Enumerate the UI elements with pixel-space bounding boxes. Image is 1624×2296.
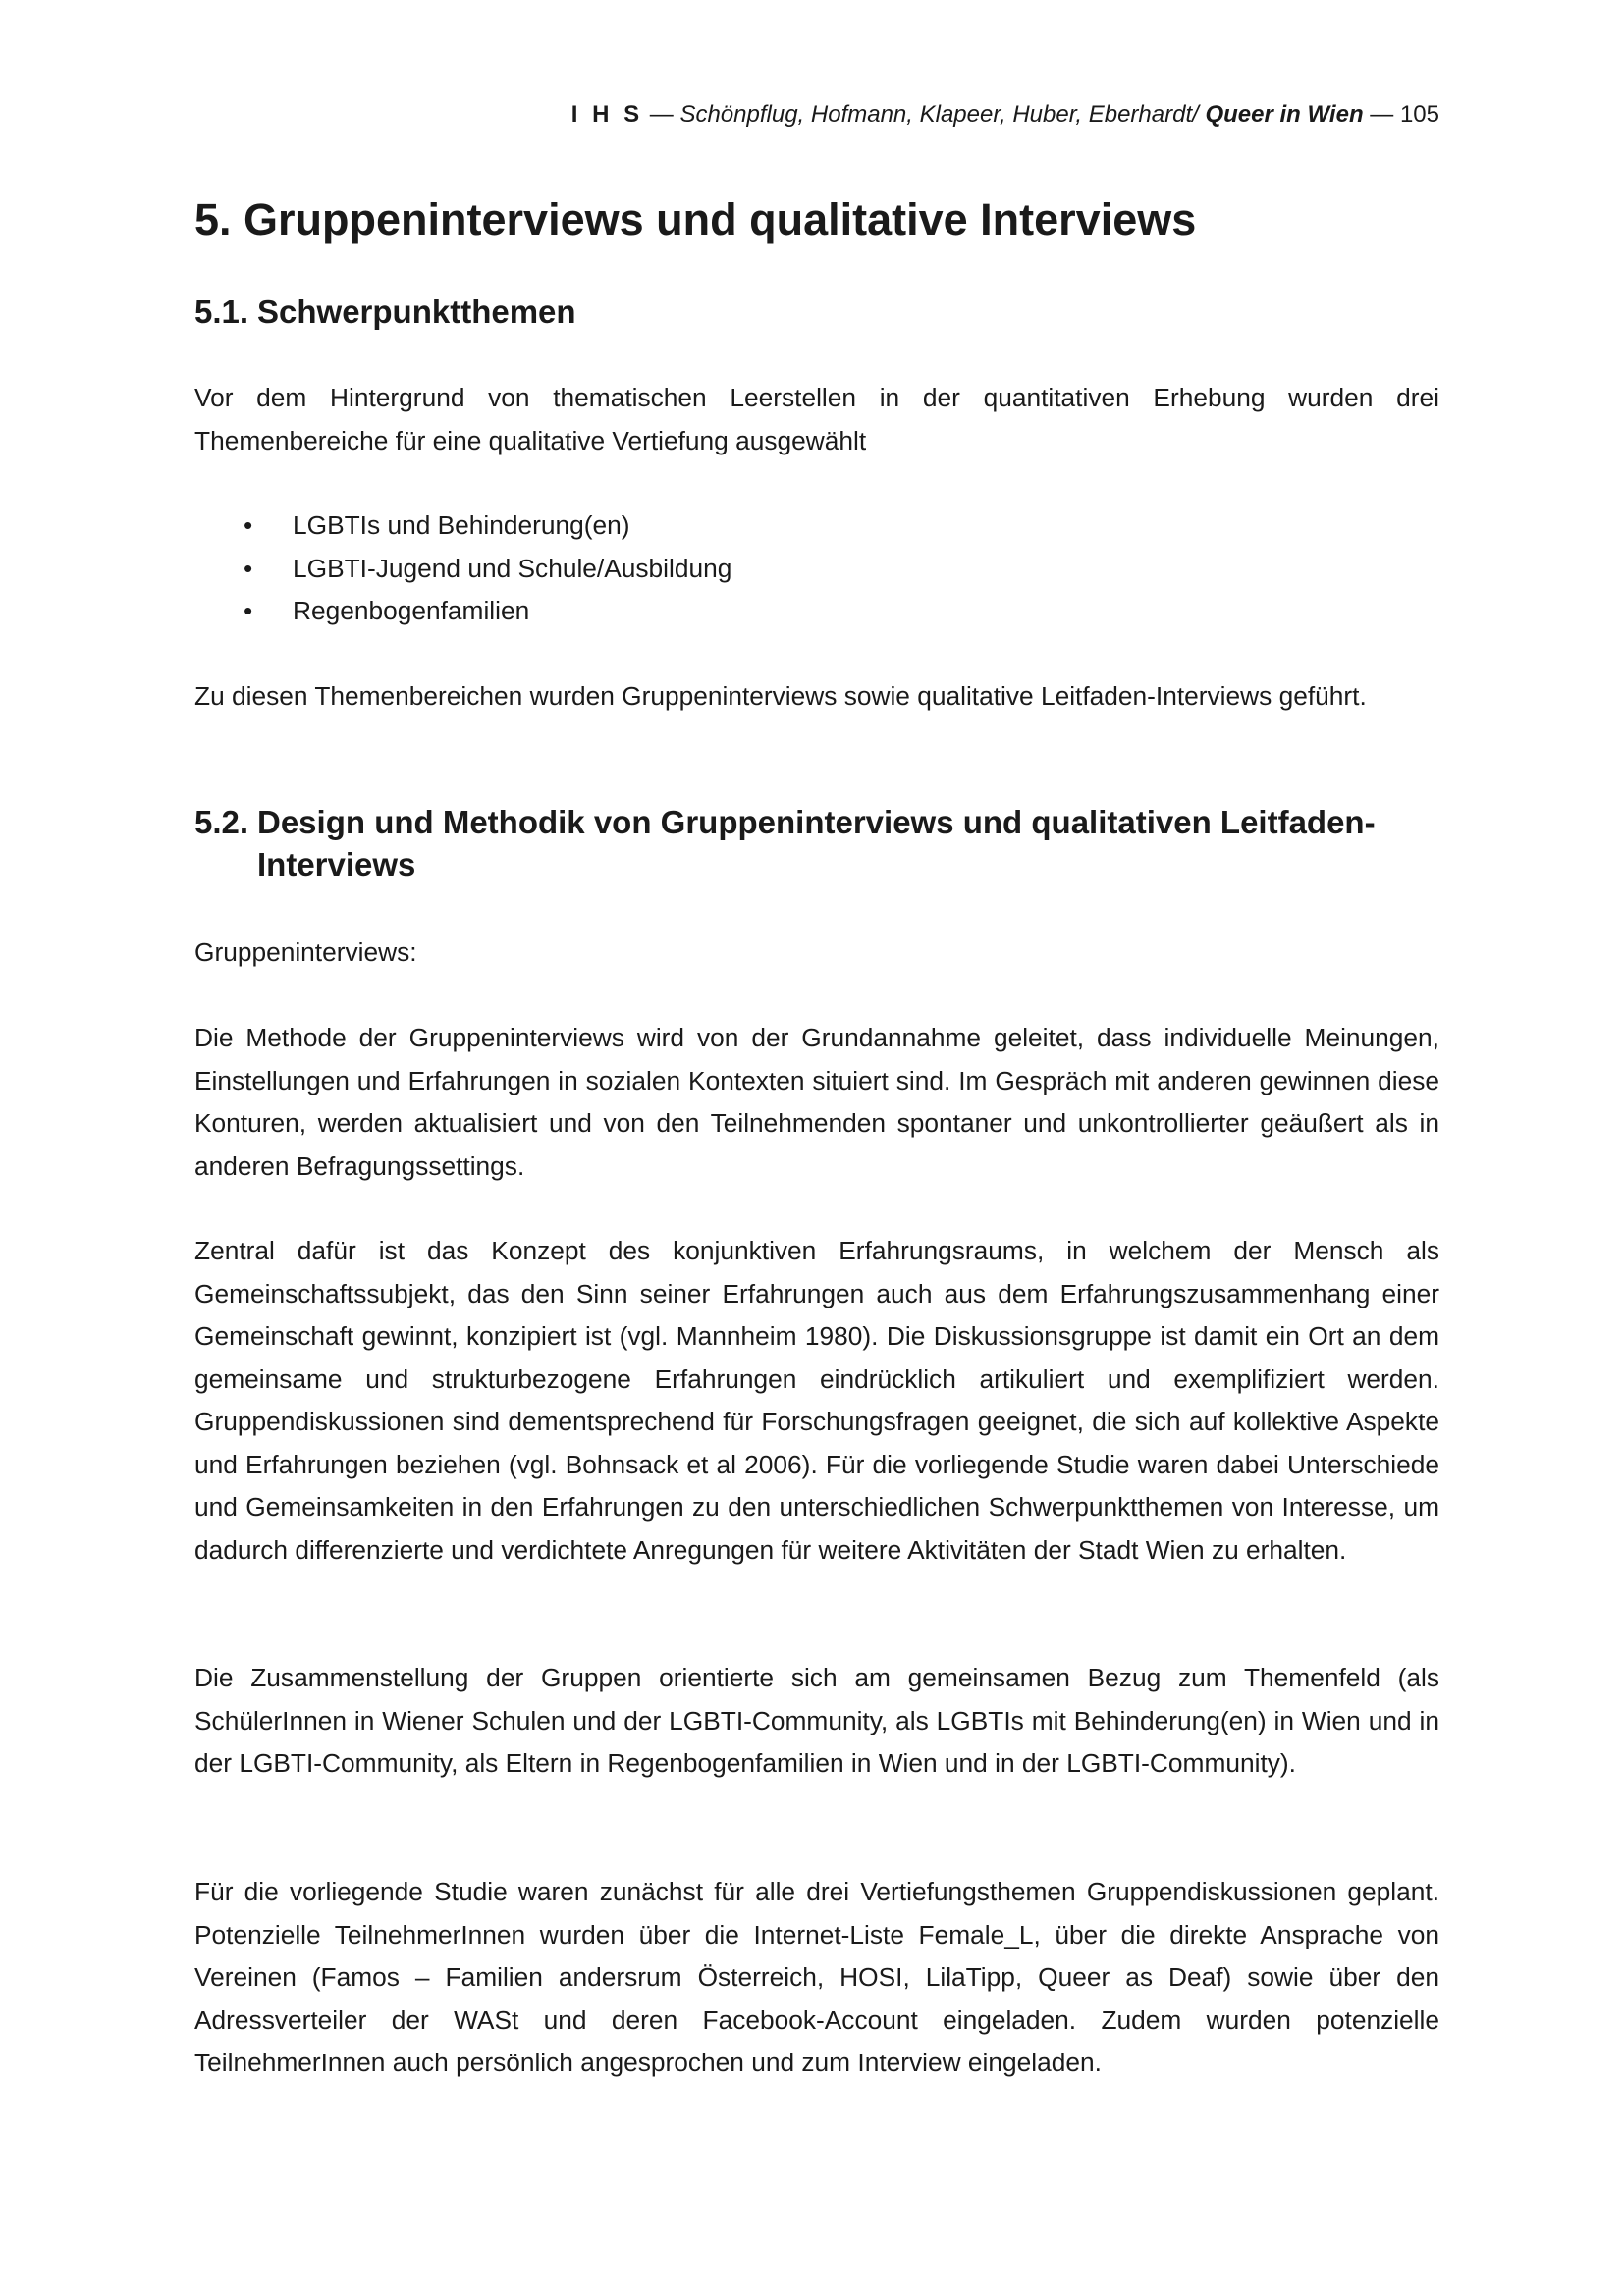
list-item: [194, 548, 1439, 591]
header-separator: —: [1363, 101, 1400, 128]
body-paragraph: Die Zusammenstellung der Gruppen orientierte sich am gemeinsamen Bezug zum Themenfeld (als SchülerInnen in Wiener Schulen und der LGBTI-Community, als LGBTIs mit Behinderung(en) in Wien und in der LGBTI-Community, als Eltern in Regenbogenfamilien in Wien und in der LGBTI-Community).: [194, 1663, 1439, 1778]
section-heading-5-2: [194, 801, 1439, 885]
header-page-number: 105: [1399, 101, 1439, 128]
header-book-title: Queer in Wien: [1205, 101, 1364, 128]
header-authors: Schönpflug, Hofmann, Klapeer, Huber, Eberhardt/: [679, 101, 1206, 128]
section-number: 5.2.: [194, 804, 249, 840]
list-item: [194, 590, 1439, 633]
running-header: [571, 101, 1439, 129]
bullet-icon: •: [244, 596, 253, 625]
header-institute: I H S: [570, 101, 644, 128]
chapter-title: 5. Gruppeninterviews und qualitative Interviews: [194, 194, 1197, 244]
section-number: 5.1.: [194, 294, 249, 330]
bullet-icon: •: [244, 510, 253, 540]
list-item-text: LGBTIs und Behinderung(en): [293, 510, 630, 540]
body-paragraph: Die Methode der Gruppeninterviews wird von der Grundannahme geleitet, dass individuelle Meinungen, Einstellungen und Erfahrungen in sozialen Kontexten situiert sind. Im Gespräch mit anderen gewinnen diese Konturen, werden aktualisiert und von den Teilnehmenden spontaner und unkontrollierter geäußert als in anderen Befragungssettings.: [194, 1023, 1439, 1181]
section-title-line-2: Interviews: [257, 846, 416, 882]
section-intro-paragraph: Vor dem Hintergrund von thematischen Leerstellen in der quantitativen Erhebung wurden drei Themenbereiche für eine qualitative Vertiefung ausgewählt: [194, 383, 1439, 455]
body-paragraph: Zentral dafür ist das Konzept des konjunktiven Erfahrungsraums, in welchem der Mensch als Gemeinschaftssubjekt, das den Sinn seiner Erfahrungen auch aus dem Erfahrungszusammenhang einer Gemeinschaft gewinnt, konzipiert ist (vgl. Mannheim 1980). Die Diskussionsgruppe ist damit ein Ort an dem gemeinsame und strukturbezogene Erfahrungen eindrücklich artikuliert und exemplifiziert werden. Gruppendiskussionen sind dementsprechend für Forschungsfragen geeignet, die sich auf kollektive Aspekte und Erfahrungen beziehen (vgl. Bohnsack et al 2006). Für die vorliegende Studie waren dabei Unterschiede und Gemeinsamkeiten in den Erfahrungen zu den unterschiedlichen Schwerpunktthemen von Interesse, um dadurch differenzierte und verdichtete Anregungen für weitere Aktivitäten der Stadt Wien zu erhalten.: [194, 1236, 1439, 1565]
list-item: [194, 505, 1439, 548]
topic-bullet-list: [194, 505, 1439, 633]
body-paragraph: Für die vorliegende Studie waren zunächst für alle drei Vertiefungsthemen Gruppendiskussionen geplant. Potenzielle TeilnehmerInnen wurden über die Internet-Liste Female_L, über die direkte Ansprache von Vereinen (Famos – Familien andersrum Österreich, HOSI, LilaTipp, Queer as Deaf) sowie über den Adressverteiler der WASt und deren Facebook-Account eingeladen. Zudem wurden potenzielle TeilnehmerInnen auch persönlich angesprochen und zum Interview eingeladen.: [194, 1877, 1439, 2077]
list-item-text: Regenbogenfamilien: [293, 596, 530, 625]
section-heading-5-1: [194, 291, 576, 333]
bullet-icon: •: [244, 553, 253, 583]
section-title: Schwerpunktthemen: [257, 294, 576, 330]
list-item-text: LGBTI-Jugend und Schule/Ausbildung: [293, 553, 732, 583]
header-separator: —: [643, 101, 680, 128]
subheading-group-interviews: Gruppeninterviews:: [194, 937, 417, 967]
section-title-line-1: Design und Methodik von Gruppeninterviews und qualitativen Leitfaden-: [257, 804, 1376, 840]
section-outro-paragraph: Zu diesen Themenbereichen wurden Gruppeninterviews sowie qualitative Leitfaden-Interviews geführt.: [194, 681, 1367, 711]
